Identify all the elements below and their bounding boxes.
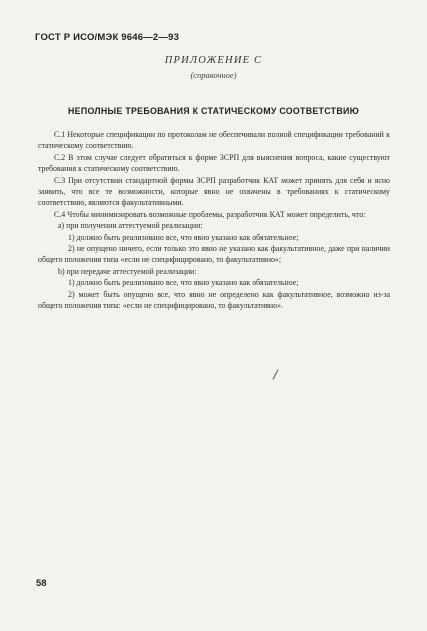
- list-item-b2: 2) может быть опущено все, что явно не определено как факультативное, возможно из-за общего положения типа: «если не специфицировано, то факультативно».: [38, 289, 390, 311]
- document-body: [38, 129, 390, 312]
- list-item-a: а) при получении аттестуемой реализации:: [58, 221, 203, 231]
- list-item-b1: 1) должно быть реализовано все, что явно указано как обязательное;: [68, 278, 299, 288]
- list-item-b: b) при передаче аттестуемой реализации:: [58, 266, 197, 276]
- section-heading: НЕПОЛНЫЕ ТРЕБОВАНИЯ К СТАТИЧЕСКОМУ СООТВЕТСТВИЮ: [68, 106, 359, 116]
- paragraph-c1: С.1 Некоторые спецификации по протоколам не обеспечивали полной спецификации требований к статическому соответствию.: [38, 130, 390, 151]
- list-item-a2: 2) не опущено ничего, если только это явно не указано как факультативное, даже при наличии общего положения типа «если не специфицировано, то факультативно»;: [38, 244, 390, 265]
- paragraph-c3: С.3 При отсутствии стандартной формы ЗСРП разработчик КАТ может принять для себя и ясно заявить, что все те возможности, которые явно не охвачены в требованиях к статическому соответствию, являются факультативными.: [38, 175, 390, 208]
- appendix-title: ПРИЛОЖЕНИЕ С: [164, 55, 263, 66]
- scan-mark: [272, 369, 278, 379]
- paragraph-c4: С.4 Чтобы минимизировать возможные проблемы, разработчик КАТ может определить, что:: [54, 209, 366, 219]
- list-item-a1: 1) должно быть реализовано все, что явно указано как обязательное;: [68, 232, 299, 242]
- page-number: 58: [36, 578, 47, 589]
- appendix-subtitle: (справочное): [190, 70, 237, 80]
- paragraph-c2: С.2 В этом случае следует обратиться к форме ЗСРП для выяснения вопроса, какие существуют требования к статическому соответствию.: [38, 152, 390, 174]
- standard-header: ГОСТ Р ИСО/МЭК 9646—2—93: [35, 32, 180, 43]
